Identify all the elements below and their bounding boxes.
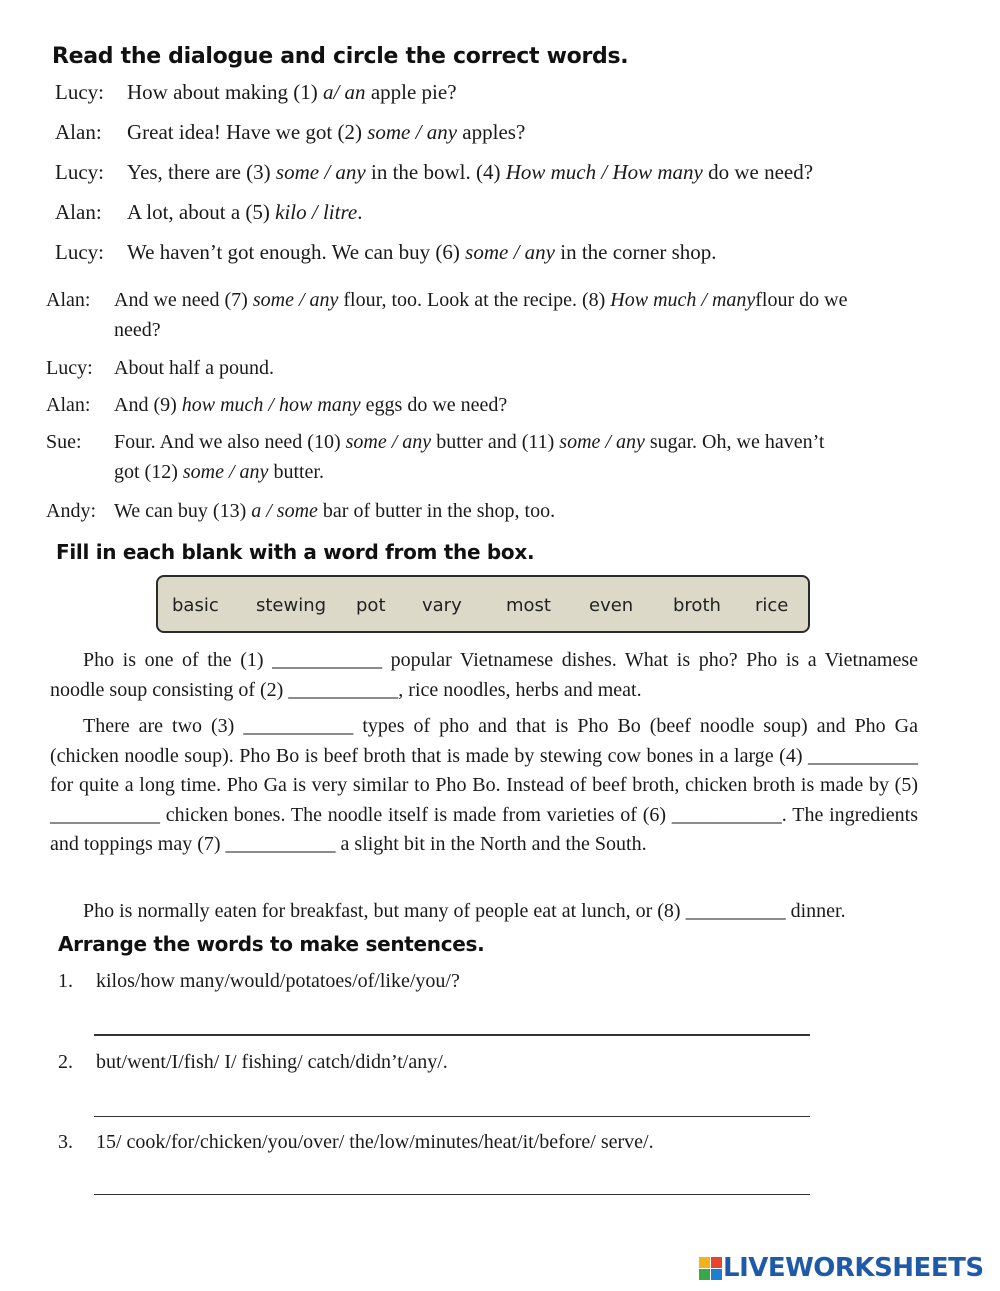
word-choice[interactable]: how much / how many — [181, 394, 361, 416]
item-number: 2. — [58, 1051, 73, 1073]
word-box — [156, 575, 810, 633]
word-box-item: pot — [356, 595, 386, 616]
dialogue-fragment: flour do we — [755, 289, 848, 311]
dialogue-fragment: bar of butter in the shop, too. — [317, 500, 556, 522]
word-choice[interactable]: some / any — [465, 240, 555, 264]
item-text: kilos/how many/would/potatoes/of/like/you/? — [96, 970, 460, 992]
dialogue-fragment: And (9) — [114, 394, 182, 416]
passage-paragraph-1: Pho is one of the (1) ___________ popular Vietnamese dishes. What is pho? Pho is a Vietnamese noodle soup consisting of (2) ___________, rice noodles, herbs and meat. — [50, 649, 918, 701]
dialogue-fragment: sugar. Oh, we haven’t — [644, 431, 825, 453]
dialogue-fragment: butter and (11) — [431, 431, 560, 453]
dialogue-fragment: eggs do we need? — [360, 394, 508, 416]
dialogue-fragment: Four. And we also need (10) — [114, 431, 346, 453]
word-choice[interactable]: some / any — [182, 461, 269, 483]
dialogue-fragment: How about making (1) — [127, 80, 323, 104]
dialogue-fragment: Great idea! Have we got (2) — [127, 120, 368, 144]
speaker-label: Lucy: — [46, 357, 93, 379]
dialogue-text — [114, 319, 161, 342]
dialogue-text — [114, 357, 274, 380]
item-text: 15/ cook/for/chicken/you/over/ the/low/minutes/heat/it/before/ serve/. — [96, 1131, 654, 1153]
word-choice[interactable]: kilo / litre — [275, 200, 358, 224]
dialogue-fragment: do we need? — [702, 160, 814, 184]
dialogue-fragment: butter. — [268, 461, 324, 483]
dialogue-fragment: About half a pound. — [114, 357, 274, 379]
word-box-item: broth — [673, 595, 721, 616]
answer-line-1[interactable] — [94, 1034, 810, 1036]
dialogue-fragment: flour, too. Look at the recipe. (8) — [338, 289, 611, 311]
word-box-item: vary — [422, 595, 462, 616]
word-box-item: stewing — [256, 595, 327, 616]
word-choice[interactable]: some / any — [275, 160, 366, 184]
dialogue-fragment: apples? — [457, 120, 526, 144]
dialogue-fragment: got (12) — [114, 461, 183, 483]
answer-line-3[interactable] — [94, 1194, 810, 1195]
logo-squares-icon — [699, 1257, 723, 1281]
item-number: 3. — [58, 1131, 73, 1153]
dialogue-text — [127, 200, 362, 225]
section1-title: Read the dialogue and circle the correct words. — [52, 44, 629, 69]
dialogue-fragment: need? — [114, 319, 161, 341]
speaker-label: Andy: — [46, 500, 96, 522]
word-box-item: basic — [172, 595, 219, 616]
dialogue-text — [127, 120, 525, 145]
answer-line-2[interactable] — [94, 1116, 810, 1117]
section2-title: Fill in each blank with a word from the box. — [56, 540, 535, 564]
dialogue-fragment: And we need (7) — [114, 289, 253, 311]
dialogue-text — [127, 80, 457, 105]
speaker-label: Alan: — [55, 200, 102, 224]
dialogue-fragment: We can buy (13) — [114, 500, 252, 522]
speaker-label: Lucy: — [55, 160, 104, 184]
word-box-item: rice — [755, 595, 789, 616]
word-box-item: even — [589, 595, 634, 616]
speaker-label: Lucy: — [55, 240, 104, 264]
arrange-item-3 — [58, 1131, 654, 1154]
dialogue-text — [114, 394, 507, 417]
dialogue-fragment: A lot, about a (5) — [127, 200, 276, 224]
dialogue-text — [127, 240, 717, 265]
passage-paragraph-3: Pho is normally eaten for breakfast, but many of people eat at lunch, or (8) __________ dinner. — [83, 900, 846, 922]
dialogue-text — [127, 160, 813, 185]
dialogue-text — [114, 461, 324, 484]
dialogue-fragment: We haven’t got enough. We can buy (6) — [127, 240, 466, 264]
dialogue-fragment: apple pie? — [365, 80, 457, 104]
section3-title: Arrange the words to make sentences. — [58, 932, 485, 956]
dialogue-text — [114, 289, 847, 312]
dialogue-fragment: . — [357, 200, 363, 224]
word-choice[interactable]: some / any — [345, 431, 432, 453]
arrange-item-1 — [58, 970, 460, 993]
speaker-label: Alan: — [55, 120, 102, 144]
speaker-label: Alan: — [46, 289, 91, 311]
word-choice[interactable]: a / some — [251, 500, 318, 522]
word-choice[interactable]: How much / many — [610, 289, 756, 311]
word-choice[interactable]: How much / How many — [505, 160, 703, 184]
dialogue-text — [114, 500, 555, 523]
word-choice[interactable]: some / any — [367, 120, 458, 144]
speaker-label: Lucy: — [55, 80, 104, 104]
word-choice[interactable]: a/ an — [322, 80, 366, 104]
dialogue-fragment: in the bowl. (4) — [365, 160, 506, 184]
speaker-label: Alan: — [46, 394, 91, 416]
item-text: but/went/I/fish/ I/ fishing/ catch/didn’t/any/. — [96, 1051, 448, 1073]
word-choice[interactable]: some / any — [559, 431, 645, 453]
speaker-label: Sue: — [46, 431, 82, 453]
item-number: 1. — [58, 970, 73, 992]
word-choice[interactable]: some / any — [252, 289, 339, 311]
passage-paragraph-2: There are two (3) ___________ types of pho and that is Pho Bo (beef noodle soup) and Pho Ga (chicken noodle soup). Pho Bo is beef broth that is made by stewing cow bones in a large (4) ___________ for quite a long time. Pho Ga is very similar to Pho Bo. Instead of beef broth, chicken broth is made by (5) ___________ chicken bones. The noodle itself is made from varieties of (6) ___________. The ingredients and toppings may (7) ___________ a slight bit in the North and the South. — [50, 715, 918, 855]
logo-text: LIVEWORKSHEETS — [723, 1253, 984, 1283]
word-box-item: most — [506, 595, 551, 616]
arrange-item-2 — [58, 1051, 448, 1074]
dialogue-fragment: Yes, there are (3) — [127, 160, 276, 184]
dialogue-fragment: in the corner shop. — [555, 240, 717, 264]
dialogue-text — [114, 431, 824, 454]
